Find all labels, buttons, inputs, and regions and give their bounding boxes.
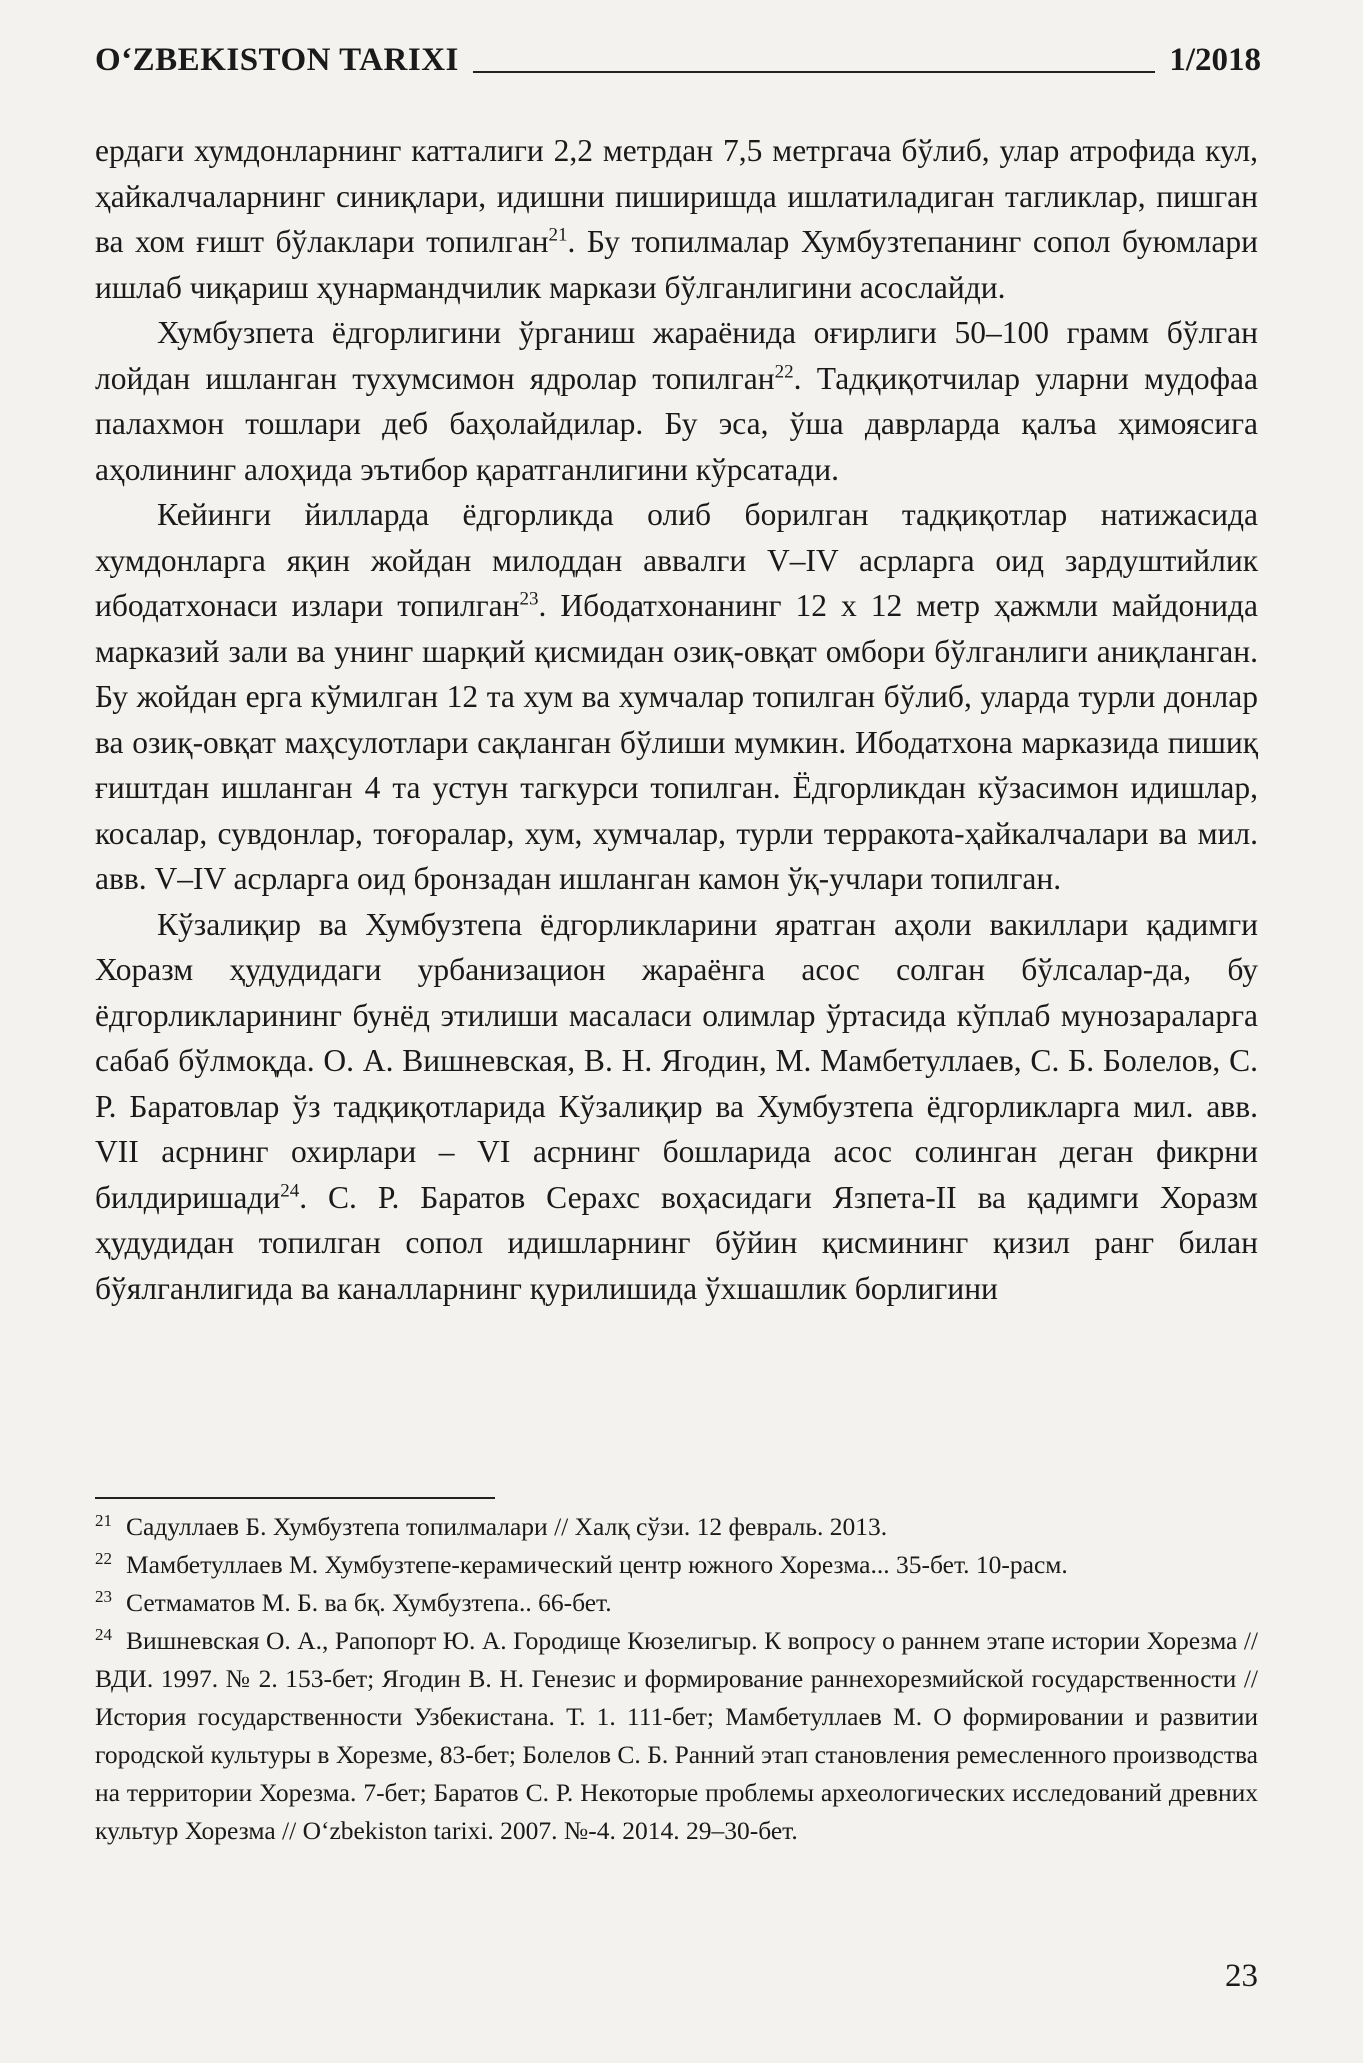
paragraph-text: Кўзалиқир ва Хумбузтепа ёдгорликларини яратган аҳоли вакиллари қадимги Хоразм ҳудудидаги урбанизацион жараёнга асос солган бўлсалар-да, бу ёдгорликларининг бунёд этилиши масаласи олимлар ўртасида кўплаб мунозараларга сабаб бўлмоқда. О. А. Вишневская, В. Н. Ягодин, М. Мамбетуллаев, С. Б. Болелов, С. Р. Баратовлар ўз тадқиқотларида Кўзалиқир ва Хумбузтепа ёдгорликларга мил. авв. VII асрнинг охирлари – VI асрнинг бошларида асос солинган деган фикрни билдиришади: [95, 906, 1258, 1215]
footnote-text: Сетмаматов М. Б. ва бқ. Хумбузтепа.. 66-бет.: [126, 1588, 612, 1617]
footnote-text: Садуллаев Б. Хумбузтепа топилмалари // Халқ сўзи. 12 февраль. 2013.: [126, 1512, 888, 1541]
footnote-22: [95, 1546, 1258, 1584]
paragraph-text: Хумбузпета ёдгорлигини ўрганиш жараёнида оғирлиги 50–100 грамм бўлган лойдан ишланган тухумсимон ядролар топилган: [95, 315, 1258, 396]
issue-number: 1/2018: [1169, 42, 1261, 78]
paragraph-text: . Тадқиқотчилар уларни мудофаа палахмон тошлари деб баҳолайдилар. Бу эса, ўша даврларда қалъа ҳимоясига аҳолининг алоҳида эътибор қаратганлигини кўрсатади.: [95, 360, 1258, 487]
page-number: 23: [1225, 1958, 1258, 1994]
footnote-text: Мамбетуллаев М. Хумбузтепе-керамический центр южного Хорезма... 35-бет. 10-расм.: [126, 1550, 1068, 1579]
footnote-24: [95, 1622, 1258, 1850]
journal-title: O‘ZBEKISTON TARIXI: [95, 42, 459, 78]
footnote-ref-22[interactable]: 22: [774, 361, 794, 382]
footnote-21: [95, 1508, 1258, 1546]
paragraph-text: Кейинги йилларда ёдгорликда олиб борилган тадқиқотлар натижасида хумдонларга яқин жойдан милоддан аввалги V–IV асрларга оид зардуштийлик ибодатхонаси излари топилган: [95, 497, 1258, 623]
header-rule: [473, 71, 1155, 73]
paragraph-text: . С. Р. Баратов Серахс воҳасидаги Язпета-II ва қадимги Хоразм ҳудудидан топилган сопол идишларнинг бўйин қисмининг қизил ранг билан бўялганлигида ва каналларнинг қурилишида ўхшашлик борлигини: [95, 1179, 1258, 1306]
running-header: [95, 42, 1261, 79]
paragraph-2: [95, 310, 1258, 492]
footnote-ref-23[interactable]: 23: [519, 588, 539, 610]
paragraph-4: [95, 902, 1258, 1312]
footnote-ref-21[interactable]: 21: [548, 224, 568, 246]
footnote-number: 22: [95, 1548, 112, 1568]
footnote-number: 23: [95, 1586, 112, 1606]
footnote-number: 24: [95, 1624, 112, 1644]
paragraph-text: ердаги хумдонларнинг катталиги 2,2 метрдан 7,5 метргача бўлиб, улар атрофида кул, ҳайкалчаларнинг синиқлари, идишни пиширишда ишлатиладиган тагликлар, пишган ва хом ғишт бўлаклари топилган: [95, 133, 1258, 259]
paragraph-1: [95, 128, 1258, 310]
footnote-separator: [95, 1497, 495, 1499]
paragraph-text: . Ибодатхонанинг 12 x 12 метр ҳажмли майдонида марказий зали ва унинг шарқий қисмидан озиқ-овқат омбори бўлганлиги аниқланган. Бу жойдан ерга кўмилган 12 та хум ва хумчалар топилган бўлиб, уларда турли донлар ва озиқ-овқат маҳсулотлари сақланган бўлиши мумкин. Ибодатхона марказида пишиқ ғиштдан ишланган 4 та устун тагкурси топилган. Ёдгорликдан кўзасимон идишлар, косалар, сувдонлар, тоғоралар, хум, хумчалар, турли терракота-ҳайкалчалари ва мил. авв. V–IV асрларга оид бронзадан ишланган камон ўқ-учлари топилган.: [95, 588, 1258, 896]
main-text: [95, 128, 1258, 1311]
footnote-text: Вишневская О. А., Рапопорт Ю. А. Городище Кюзелигыр. К вопросу о раннем этапе истории Хорезма // ВДИ. 1997. № 2. 153-бет; Ягодин В. Н. Генезис и формирование раннехорезмийской государственности // История государственности Узбекистана. Т. 1. 111-бет; Мамбетуллаев М. О формировании и развитии городской культуры в Хорезме, 83-бет; Болелов С. Б. Ранний этап становления ремесленного производства на территории Хорезма. 7-бет; Баратов С. Р. Некоторые проблемы археологических исследований древних культур Хорезма // O‘zbekiston tarixi. 2007. №-4. 2014. 29–30-бет.: [95, 1626, 1258, 1845]
footnotes: [95, 1508, 1258, 1850]
footnote-ref-24[interactable]: 24: [280, 1180, 300, 1201]
footnote-number: 21: [95, 1510, 112, 1530]
paragraph-3: [95, 492, 1258, 902]
paragraph-text: . Бу топилмалар Хумбузтепанинг сопол буюмлари ишлаб чиқариш ҳунармандчилик маркази бўлганлигини асослайди.: [95, 224, 1258, 305]
footnote-23: [95, 1584, 1258, 1622]
